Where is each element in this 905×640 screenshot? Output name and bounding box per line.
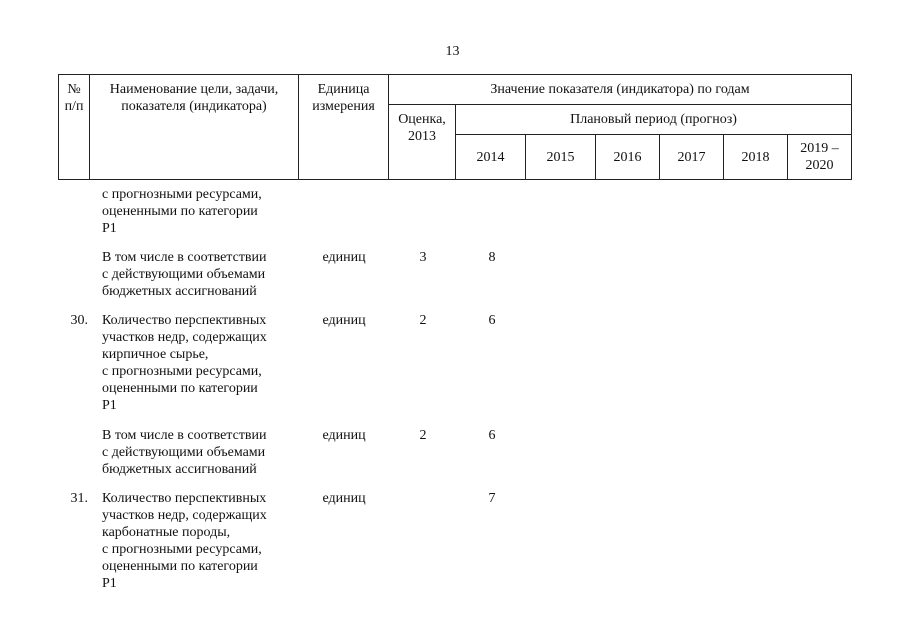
header-year: 2017 bbox=[660, 135, 724, 180]
header-estimate-2013: Оценка, 2013 bbox=[389, 105, 456, 180]
row-number: 31. bbox=[70, 491, 88, 506]
row-unit: единиц bbox=[322, 313, 366, 328]
header-number: № п/п bbox=[59, 75, 90, 180]
header-plan-period: Плановый период (прогноз) bbox=[456, 105, 852, 135]
header-name: Наименование цели, задачи, показателя (индикатора) bbox=[90, 75, 299, 180]
row-value-2014: 6 bbox=[488, 313, 496, 328]
row-unit: единиц bbox=[322, 491, 366, 506]
header-year: 2015 bbox=[526, 135, 596, 180]
row-indicator-name: Количество перспективных участков недр, содержащих карбонатные породы, с прогнозными ресурсами, оцененными по категории Р1 bbox=[102, 491, 267, 591]
row-value-2014: 8 bbox=[488, 250, 496, 265]
row-indicator-name: Количество перспективных участков недр, содержащих кирпичное сырье, с прогнозными ресурсами, оцененными по категории Р1 bbox=[102, 313, 267, 413]
row-value-2014: 6 bbox=[488, 428, 496, 443]
header-values-by-year: Значение показателя (индикатора) по годам bbox=[389, 75, 852, 105]
row-indicator-name: В том числе в соответствии с действующими объемами бюджетных ассигнований bbox=[102, 428, 267, 477]
header-year: 2019 – 2020 bbox=[788, 135, 852, 180]
header-year: 2014 bbox=[456, 135, 526, 180]
row-value-2013: 2 bbox=[419, 313, 427, 328]
row-number: 30. bbox=[70, 313, 88, 328]
row-value-2013: 3 bbox=[419, 250, 427, 265]
row-unit: единиц bbox=[322, 250, 366, 265]
row-value-2013: 2 bbox=[419, 428, 427, 443]
header-year: 2018 bbox=[724, 135, 788, 180]
header-unit: Единица измерения bbox=[299, 75, 389, 180]
page-number: 13 bbox=[445, 44, 460, 59]
row-value-2014: 7 bbox=[488, 491, 496, 506]
row-indicator-name: с прогнозными ресурсами, оцененными по категории Р1 bbox=[102, 187, 262, 236]
row-indicator-name: В том числе в соответствии с действующими объемами бюджетных ассигнований bbox=[102, 250, 267, 299]
header-year: 2016 bbox=[596, 135, 660, 180]
row-unit: единиц bbox=[322, 428, 366, 443]
